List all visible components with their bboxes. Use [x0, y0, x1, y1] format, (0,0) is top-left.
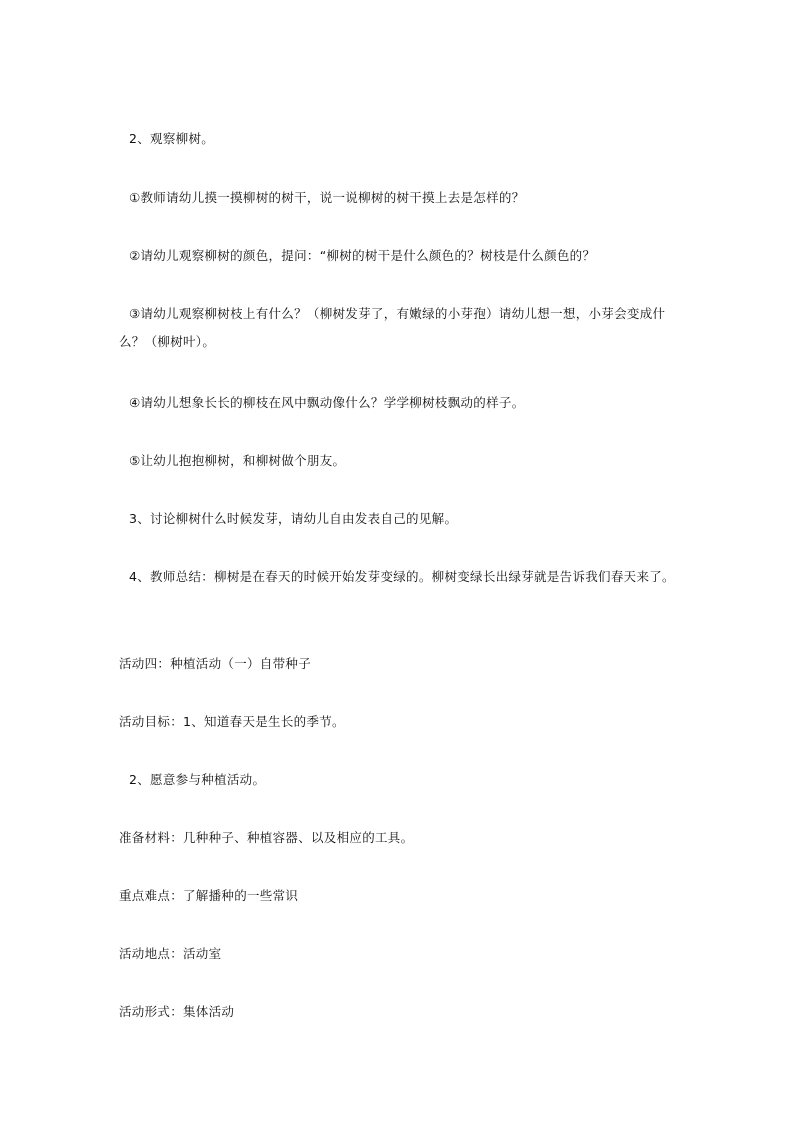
step-2-item-1: ①教师请幼儿摸一摸柳树的树干，说一说柳树的树干摸上去是怎样的？ — [129, 190, 525, 205]
step-2-item-5: ⑤让幼儿抱抱柳树，和柳树做个朋友。 — [129, 453, 346, 468]
activity-location: 活动地点：活动室 — [119, 946, 222, 961]
step-3-discussion: 3、讨论柳树什么时候发芽，请幼儿自由发表自己的见解。 — [129, 511, 458, 526]
step-2-item-3: ③请幼儿观察柳树枝上有什么？（柳树发芽了，有嫩绿的小芽孢）请幼儿想一想，小芽会变成什么？（柳树叶）。 — [119, 306, 666, 349]
step-4-summary: 4、教师总结：柳树是在春天的时候开始发芽变绿的。柳树变绿长出绿芽就是告诉我们春天来了。 — [129, 569, 675, 584]
step-2-item-2: ②请幼儿观察柳树的颜色，提问：“柳树的树干是什么颜色的？树枝是什么颜色的？ — [129, 248, 596, 263]
materials: 准备材料：几种种子、种植容器、以及相应的工具。 — [119, 830, 414, 845]
step-2-item-4: ④请幼儿想象长长的柳枝在风中飘动像什么？学学柳树枝飘动的样子。 — [129, 395, 525, 410]
activity-4-heading: 活动四：种植活动（一）自带种子 — [119, 656, 312, 671]
key-difficulties: 重点难点：了解播种的一些常识 — [119, 888, 299, 903]
activity-goal-1: 活动目标：1、知道春天是生长的季节。 — [119, 714, 345, 729]
step-2-observe-willow: 2、观察柳树。 — [129, 131, 215, 146]
activity-goal-2: 2、愿意参与种植活动。 — [129, 772, 266, 787]
activity-format: 活动形式：集体活动 — [119, 1004, 235, 1019]
